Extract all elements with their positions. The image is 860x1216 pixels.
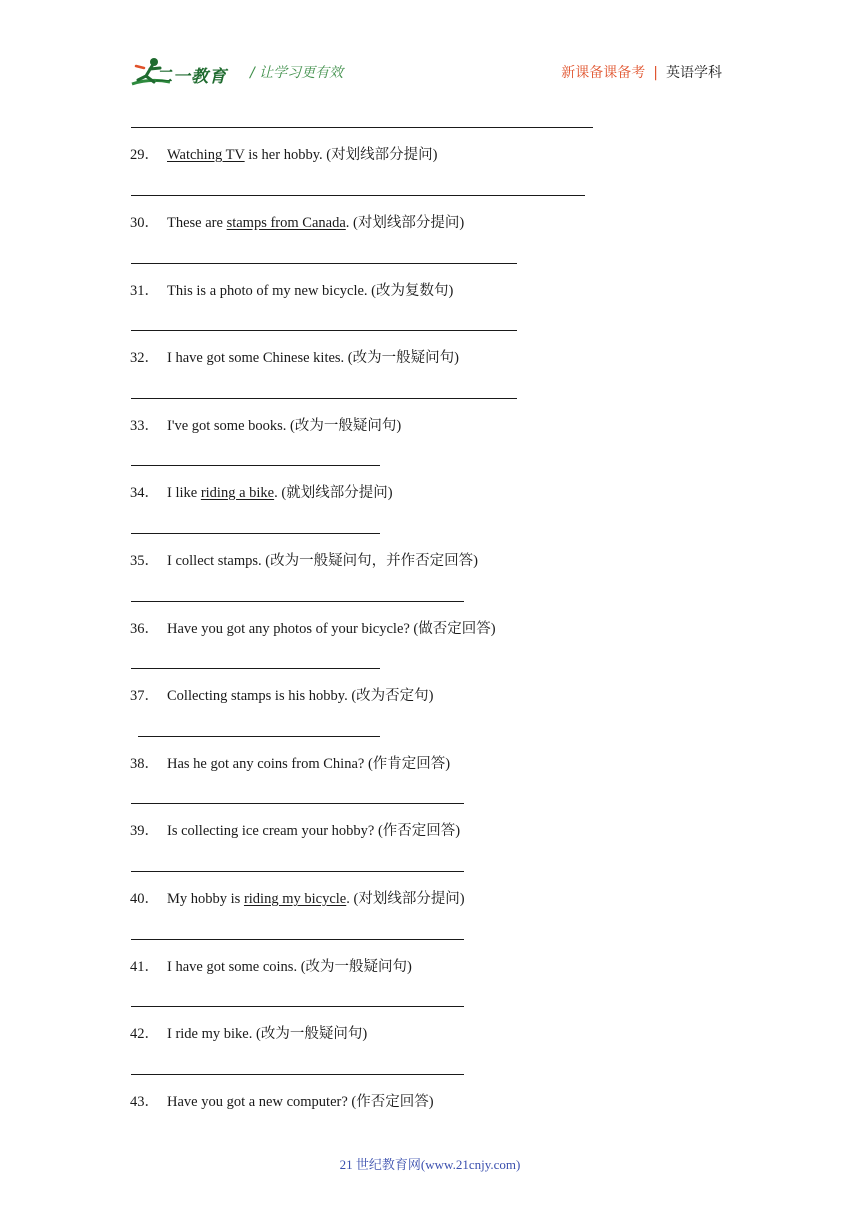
question-item: [130, 687, 434, 705]
answer-line: [131, 668, 380, 669]
footer-text: 21 世纪教育网(www.21cnjy.com): [339, 1157, 521, 1172]
question-number: 39．: [130, 823, 159, 839]
question-item: [130, 890, 465, 908]
question-text-tail: . (对划线部分提问): [345, 215, 465, 231]
question-text: My hobby is: [167, 891, 244, 907]
question-text: Has he got any coins from China? (作肯定回答): [167, 756, 451, 772]
page-header: [0, 0, 860, 100]
question-item: [130, 755, 450, 773]
question-item: [130, 958, 412, 976]
answer-line: [131, 803, 464, 804]
question-item: [130, 417, 401, 435]
question-text: I like: [167, 485, 201, 501]
question-item: [130, 484, 393, 502]
answer-line: [131, 939, 464, 940]
question-number: 31．: [130, 283, 159, 299]
answer-line: [131, 398, 517, 399]
answer-line: [131, 330, 517, 331]
question-text: Is collecting ice cream your hobby? (作否定回答): [167, 823, 461, 839]
question-item: [130, 282, 453, 300]
brand-subject: 英语学科: [666, 65, 722, 81]
question-item: [130, 552, 478, 570]
answer-line: [131, 263, 517, 264]
question-item: [130, 822, 460, 840]
question-text: Have you got any photos of your bicycle? (做否定回答): [167, 621, 496, 637]
brand-separator: |: [653, 65, 658, 81]
answer-line: [131, 533, 380, 534]
underlined-phrase: stamps from Canada: [226, 215, 346, 231]
question-number: 38．: [130, 756, 159, 772]
question-number: 32．: [130, 350, 159, 366]
question-number: 34．: [130, 485, 159, 501]
question-item: [130, 1093, 434, 1111]
answer-line: [131, 1074, 464, 1075]
question-number: 43．: [130, 1094, 159, 1110]
question-item: [130, 214, 464, 232]
question-text: Have you got a new computer? (作否定回答): [167, 1094, 434, 1110]
underlined-phrase: riding a bike: [200, 485, 275, 501]
question-item: [130, 349, 459, 367]
question-text-tail: . (对划线部分提问): [346, 891, 465, 907]
question-text-tail: is her hobby. (对划线部分提问): [244, 147, 438, 163]
answer-line: [131, 1006, 464, 1007]
question-text: I collect stamps. (改为一般疑问句，并作否定回答): [167, 553, 478, 569]
brand-left: 新课备课备考: [561, 65, 646, 81]
answer-line: [131, 195, 585, 196]
answer-line: [131, 871, 464, 872]
question-item: [130, 146, 437, 164]
question-number: 29．: [130, 147, 159, 163]
question-number: 41．: [130, 959, 159, 975]
question-text: This is a photo of my new bicycle. (改为复数句): [167, 283, 454, 299]
question-number: 33．: [130, 418, 159, 434]
answer-line: [131, 465, 380, 466]
underlined-phrase: riding my bicycle: [243, 891, 347, 907]
question-text-tail: . (就划线部分提问): [274, 485, 393, 501]
question-number: 37．: [130, 688, 159, 704]
answer-line: [131, 601, 464, 602]
question-text: Collecting stamps is his hobby. (改为否定句): [167, 688, 434, 704]
question-text: These are: [167, 215, 227, 231]
question-item: [130, 1025, 367, 1043]
slogan: / 让学习更有效: [250, 65, 344, 81]
question-text: I've got some books. (改为一般疑问句): [167, 418, 402, 434]
question-item: [130, 620, 496, 638]
answer-line: [131, 127, 593, 128]
underlined-phrase: Watching TV: [167, 147, 245, 163]
logo-text: 二一教育: [155, 67, 227, 87]
question-number: 36．: [130, 621, 159, 637]
question-text: I ride my bike. (改为一般疑问句): [167, 1026, 368, 1042]
question-number: 35．: [130, 553, 159, 569]
subject-label: [561, 62, 722, 82]
question-number: 42．: [130, 1026, 159, 1042]
question-number: 30．: [130, 215, 159, 231]
answer-line: [138, 736, 380, 737]
question-text: I have got some Chinese kites. (改为一般疑问句): [167, 350, 459, 366]
question-number: 40．: [130, 891, 159, 907]
question-text: I have got some coins. (改为一般疑问句): [167, 959, 412, 975]
